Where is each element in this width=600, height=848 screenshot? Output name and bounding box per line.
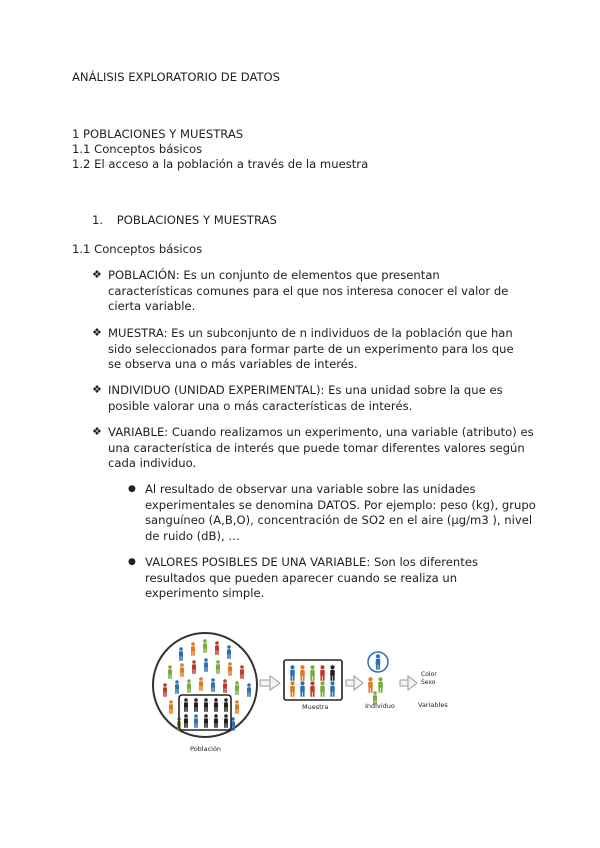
list-item-line: de ruido (dB), … [145,528,240,543]
list-item-line: posible valorar una o más características de interés. [108,398,413,413]
list-item-line: resultados que pueden aparecer cuando se realiza un [145,570,458,585]
list-item-line: POBLACIÓN: Es un conjunto de elementos que presentan [108,268,440,282]
list-item-line: cada individuo. [108,456,197,470]
list-item-line: sido seleccionados para formar parte de un experimento para los que [108,341,514,356]
diamond-bullet-icon: ❖ [92,326,102,339]
toc-item[interactable]: 1 POBLACIONES Y MUESTRAS [72,127,244,141]
subsection-heading: 1.1 Conceptos básicos [72,242,203,256]
list-item-line: se observa una o más variables de interés. [108,357,358,371]
list-item-line: VALORES POSIBLES DE UNA VARIABLE: Son los diferentes [145,555,478,569]
individual-group [368,652,388,705]
page-title: ANÁLISIS EXPLORATORIO DE DATOS [72,70,281,84]
list-item-line: experimentales se denomina DATOS. Por ejemplo: peso (kg), grupo [145,497,536,512]
population-group [153,633,257,737]
diamond-bullet-icon: ❖ [92,425,102,438]
dot-bullet-icon: ● [128,484,136,494]
list-item-line: VARIABLE: Cuando realizamos un experimento, una variable (atributo) es [108,425,534,439]
diamond-bullet-icon: ❖ [92,383,102,396]
label-poblacion: Población [190,745,222,753]
label-individuo: Individuo [365,702,395,710]
list-item-line: INDIVIDUO (UNIDAD EXPERIMENTAL): Es una unidad sobre la que es [108,383,503,397]
variable-item: Sexo [421,678,436,686]
variable-items [421,671,437,686]
toc-item[interactable]: 1.1 Conceptos básicos [72,142,203,156]
arrow-right-icon [346,676,363,690]
diamond-bullet-icon: ❖ [92,268,102,281]
label-muestra: Muestra [302,703,329,711]
section-number: 1. [92,213,104,227]
list-item-line: Al resultado de observar una variable sobre las unidades [145,482,476,496]
list-item-line: cierta variable. [108,299,196,313]
variable-item: Color [421,671,437,678]
list-item-line: una característica de interés que puede tomar diferentes valores según [108,440,525,455]
dot-bullet-icon: ● [128,557,136,567]
label-variables: Variables [418,701,448,709]
sample-group [284,660,342,700]
section-heading [92,213,277,228]
figure-illustration [150,625,450,760]
list-item-line: MUESTRA: Es un subconjunto de n individuos de la población que han [108,326,513,340]
list-item-line: sanguíneo (A,B,O), concentración de SO2 en el aire (μg/m3 ), nivel [145,513,533,527]
toc-item[interactable]: 1.2 El acceso a la población a través de la muestra [72,157,369,171]
list-item-line: características comunes para el que nos interesa conocer el valor de [108,283,509,298]
arrow-right-icon [260,676,280,690]
population-sample-figure [150,625,450,760]
section-title: POBLACIONES Y MUESTRAS [116,213,277,227]
list-item-line: experimento simple. [145,586,265,600]
arrow-right-icon [400,676,417,690]
